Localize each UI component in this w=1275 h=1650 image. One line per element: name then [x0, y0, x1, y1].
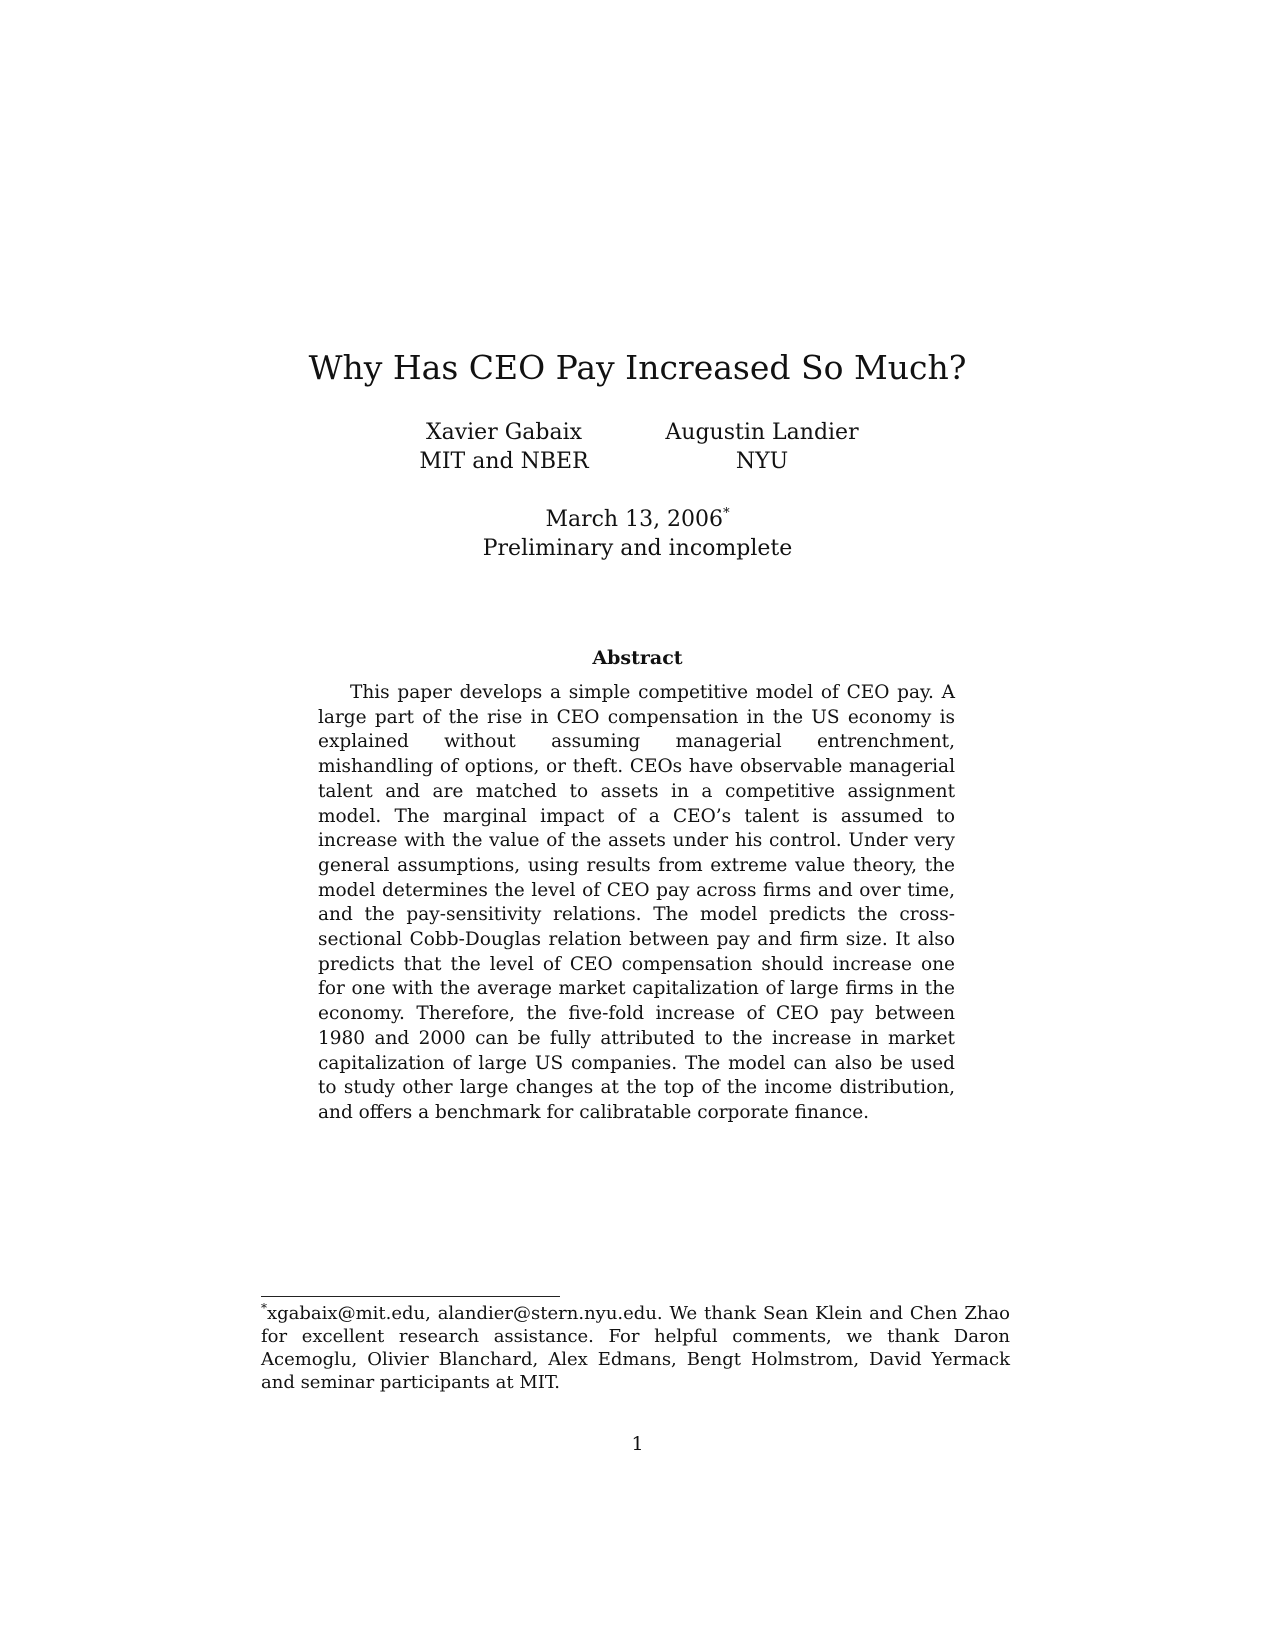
date-text: March 13, 2006 — [545, 507, 724, 532]
footnote-text: xgabaix@mit.edu, alandier@stern.nyu.edu. We thank Sean Klein and Chen Zhao for excellent research assistance. For helpful comments, we thank Daron Acemoglu, Olivier Blanchard, Alex Edmans, Bengt Holmstrom, David Yermack and seminar participants at MIT. — [261, 1303, 1010, 1393]
paper-status: Preliminary and incomplete — [482, 536, 793, 561]
author-1 — [374, 418, 634, 476]
page-number: 1 — [631, 1433, 644, 1455]
paper-title: Why Has CEO Pay Increased So Much? — [308, 348, 967, 387]
paper-date — [0, 505, 1275, 534]
footnote — [261, 1302, 1010, 1394]
footnote-mark: * — [261, 1301, 267, 1315]
author-2 — [632, 418, 892, 476]
abstract-heading: Abstract — [592, 647, 683, 669]
author-name: Xavier Gabaix — [425, 420, 583, 445]
footnote-divider — [261, 1296, 560, 1297]
author-affiliation: MIT and NBER — [419, 449, 589, 474]
author-affiliation: NYU — [735, 449, 789, 474]
date-footnote-mark: * — [723, 506, 730, 521]
author-name: Augustin Landier — [665, 420, 859, 445]
abstract-text: This paper develops a simple competitive model of CEO pay. A large part of the rise in CEO compensation in the US economy is explained without assuming managerial entrenchment, mishandling of options, or theft. CEOs have observable managerial talent and are matched to assets in a competitive assignment model. The marginal impact of a CEO’s talent is assumed to increase with the value of the assets under his control. Under very general assumptions, using results from extreme value theory, the model determines the level of CEO pay across firms and over time, and the pay-sensitivity relations. The model predicts the cross-sectional Cobb-Douglas relation between pay and firm size. It also predicts that the level of CEO compensation should increase one for one with the average market capitalization of large firms in the economy. Therefore, the five-fold increase of CEO pay between 1980 and 2000 can be fully attributed to the increase in market capitalization of large US companies. The model can also be used to study other large changes at the top of the income distribution, and offers a benchmark for calibratable corporate finance. — [318, 682, 955, 1123]
date-block — [0, 505, 1275, 563]
